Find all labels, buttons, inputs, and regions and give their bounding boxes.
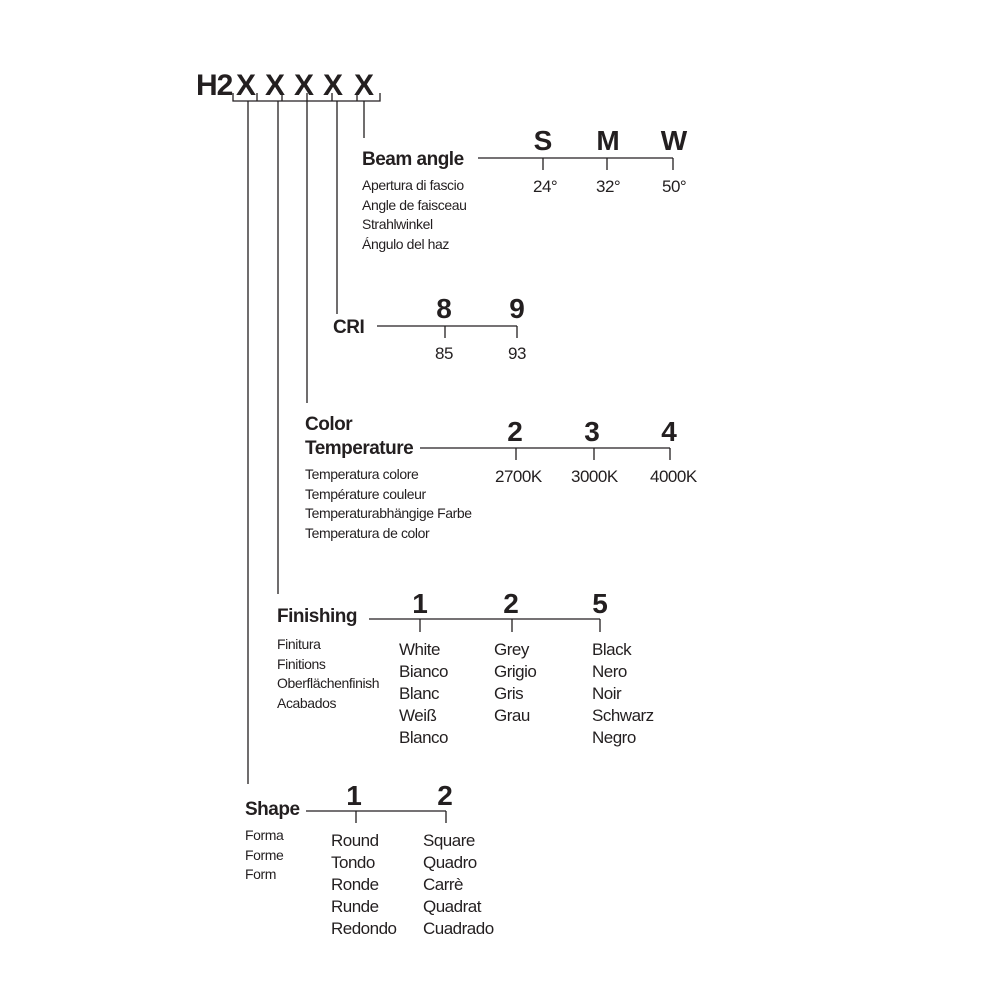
translation: Ángulo del haz: [362, 235, 450, 252]
beam-angle-code-m: M: [596, 125, 620, 156]
finishing-code-2: 2: [503, 588, 519, 619]
translation: Temperatura de color: [305, 524, 430, 541]
finish-name: Gris: [494, 684, 524, 703]
cri-title: CRI: [333, 317, 365, 338]
translation: Forma: [245, 827, 284, 843]
shape-code-1: 1: [346, 780, 362, 811]
color-temperature-value: 4000K: [650, 467, 697, 486]
translation: Temperatura colore: [305, 466, 419, 482]
beam-angle-code-s: S: [533, 125, 553, 156]
shape-round-names: [331, 830, 397, 940]
translation: Température couleur: [305, 485, 426, 502]
shape-name: Ronde: [331, 875, 379, 894]
finish-name: Negro: [592, 728, 636, 747]
shape-title: Shape: [245, 799, 300, 820]
color-temperature-code-2: 2: [507, 416, 523, 447]
beam-angle-value: 32°: [596, 177, 621, 196]
translation: Form: [245, 866, 277, 882]
finish-name: Grey: [494, 640, 529, 659]
translation: Angle de faisceau: [362, 196, 467, 213]
cri-code-9: 9: [509, 293, 525, 324]
color-temperature-value: 2700K: [495, 467, 542, 486]
translation: Apertura di fascio: [362, 177, 464, 193]
shape-translations: [245, 826, 283, 885]
finish-name: Grigio: [494, 662, 537, 681]
finish-name: Grau: [494, 706, 530, 725]
finish-name: Schwarz: [592, 706, 654, 725]
finish-name: Bianco: [399, 662, 448, 681]
color-temperature-title-line2: Temperature: [305, 438, 414, 459]
finish-name: Blanco: [399, 728, 448, 747]
translation: Oberflächenfinish: [277, 675, 380, 691]
translation: Strahlwinkel: [362, 216, 433, 232]
cri-code-8: 8: [436, 293, 452, 324]
code-prefix: H2: [196, 69, 233, 102]
translation: Forme: [245, 846, 284, 863]
shape-name: Quadro: [423, 853, 477, 872]
finishing-code-1: 1: [412, 588, 428, 619]
shape-name: Redondo: [331, 919, 397, 938]
finishing-white-names: [399, 639, 448, 749]
finishing-title: Finishing: [277, 606, 357, 627]
finishing-code-5: 5: [592, 588, 608, 619]
shape-name: Square: [423, 831, 475, 850]
translation: Finitura: [277, 636, 321, 652]
code-placeholder-cri: X: [323, 69, 343, 102]
code-placeholder-beam-angle: X: [354, 69, 374, 102]
code-placeholder-color-temperature: X: [294, 69, 314, 102]
color-temperature-code-3: 3: [584, 416, 600, 447]
cri-value: 93: [508, 344, 526, 363]
translation: Acabados: [277, 694, 337, 711]
shape-name: Cuadrado: [423, 919, 494, 938]
color-temperature-translations: [305, 465, 472, 543]
finishing-translations: [277, 635, 379, 713]
beam-angle-value: 24°: [533, 177, 558, 196]
shape-name: Tondo: [331, 853, 375, 872]
shape-name: Runde: [331, 897, 379, 916]
cri-value: 85: [435, 344, 453, 363]
finish-name: Blanc: [399, 684, 440, 703]
translation: Finitions: [277, 655, 326, 672]
shape-name: Carrè: [423, 875, 464, 894]
finishing-grey-names: [494, 639, 536, 727]
beam-angle-code-w: W: [660, 125, 688, 156]
translation: Temperaturabhängige Farbe: [305, 505, 472, 521]
beam-angle-value: 50°: [662, 177, 687, 196]
finish-name: White: [399, 640, 440, 659]
beam-angle-title: Beam angle: [362, 149, 464, 170]
finish-name: Black: [592, 640, 632, 659]
color-temperature-title-line1: Color: [305, 414, 353, 435]
color-temperature-code-4: 4: [661, 416, 677, 447]
beam-angle-translations: [362, 176, 467, 254]
shape-name: Round: [331, 831, 379, 850]
finishing-black-names: [592, 639, 654, 749]
shape-name: Quadrat: [423, 897, 481, 916]
shape-code-2: 2: [437, 780, 453, 811]
finish-name: Noir: [592, 684, 622, 703]
code-placeholder-shape: X: [236, 69, 256, 102]
color-temperature-value: 3000K: [571, 467, 618, 486]
finish-name: Nero: [592, 662, 627, 681]
finish-name: Weiß: [399, 706, 437, 725]
code-placeholder-finishing: X: [265, 69, 285, 102]
shape-square-names: [423, 830, 494, 940]
